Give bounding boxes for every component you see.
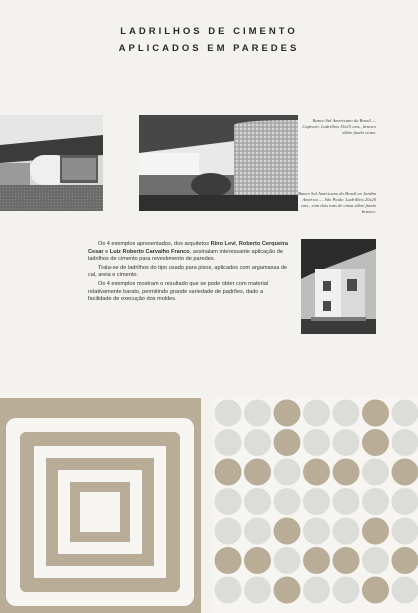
tile-circle <box>244 547 271 574</box>
tile-circle <box>392 400 418 427</box>
article-body <box>88 241 288 305</box>
tile-circle <box>274 488 301 515</box>
tile-circle <box>303 459 330 486</box>
tile-circle <box>333 459 360 486</box>
tile-circle <box>362 488 389 515</box>
tile-circle <box>303 547 330 574</box>
tile-circle <box>303 400 330 427</box>
tile-circle <box>392 429 418 456</box>
tile-circle <box>274 459 301 486</box>
page-title-line-2: APLICADOS EM PAREDES <box>118 43 300 54</box>
tile-circle <box>392 518 418 545</box>
paragraph-1 <box>88 241 288 264</box>
tile-circle <box>244 488 271 515</box>
tile-circle <box>362 429 389 456</box>
tile-circle <box>333 518 360 545</box>
tile-circle <box>274 400 301 427</box>
tile-circle <box>392 459 418 486</box>
tile-circle <box>333 400 360 427</box>
tile-circle <box>362 547 389 574</box>
tile-circle <box>303 577 330 604</box>
tile-circle <box>274 577 301 604</box>
tile-circle <box>333 488 360 515</box>
tile-circle <box>244 429 271 456</box>
tile-circle <box>215 429 242 456</box>
tile-circle <box>244 518 271 545</box>
tile-circle <box>362 577 389 604</box>
tile-circle <box>274 547 301 574</box>
paragraph-1-rest: , assinalam interessante aplicação de ladrilhos de cimento para revestimento de paredes. <box>88 248 283 263</box>
tile-circle <box>303 429 330 456</box>
photo-bank-building-left <box>0 115 103 211</box>
architect-name: Luiz Roberto Carvalho Franco <box>109 248 190 255</box>
tile-circle <box>215 518 242 545</box>
tile-circle <box>244 400 271 427</box>
tile-circle <box>215 547 242 574</box>
paragraph-3: Os 4 exemplos mostram o resultado que se pode obter com material relativamente barato, permitindo grande variedade de padrões, dado a facilidade de execução dos moldes. <box>88 280 269 303</box>
paragraph-1-intro: Os 4 exemplos apresentados, dos arquitetos <box>98 241 211 247</box>
tile-pattern-concentric-squares <box>0 398 201 613</box>
tile-circle <box>244 577 271 604</box>
page-title-line-1: LADRILHOS DE CIMENTO <box>120 26 298 37</box>
tile-circle <box>215 488 242 515</box>
tile-circle <box>215 577 242 604</box>
tile-circle <box>392 547 418 574</box>
tile-circle <box>392 488 418 515</box>
caption-capivari: Banco Sul Americano do Brasil — Capivari. Ladrilhos 15x15 cms., branco sôbre fundo cinza. <box>302 118 376 135</box>
tile-circle <box>244 459 271 486</box>
tile-circle <box>333 577 360 604</box>
separator: , <box>235 241 239 247</box>
tile-circle <box>362 518 389 545</box>
tile-circle <box>362 400 389 427</box>
tile-circle <box>392 577 418 604</box>
tile-circle <box>274 518 301 545</box>
paragraph-2: Trata-se de ladrilhos do tipo usado para pisos, aplicados com argamassa de cal, areia e cimento. <box>88 264 288 279</box>
tile-circle <box>362 459 389 486</box>
tile-pattern-circles <box>213 398 418 613</box>
photo-bank-jardim-america <box>301 239 376 334</box>
tile-circle <box>333 547 360 574</box>
tile-circle <box>274 429 301 456</box>
architect-name: Roberto Cerqueira Cesar <box>88 241 288 255</box>
separator: e <box>103 248 110 255</box>
tile-circle <box>215 400 242 427</box>
tile-circle <box>215 459 242 486</box>
tile-circle <box>333 429 360 456</box>
caption-jardim-america: Banco Sul Americano do Brasil no Jardim América — São Paulo. Ladrilhos 20x20 cms., com dois tons de cinza sôbre fundo branco. <box>298 191 376 214</box>
photo-bank-building-curved-wall <box>139 115 298 211</box>
tile-circle <box>303 518 330 545</box>
architect-name: Rino Levi <box>210 241 236 247</box>
tile-circle <box>303 488 330 515</box>
